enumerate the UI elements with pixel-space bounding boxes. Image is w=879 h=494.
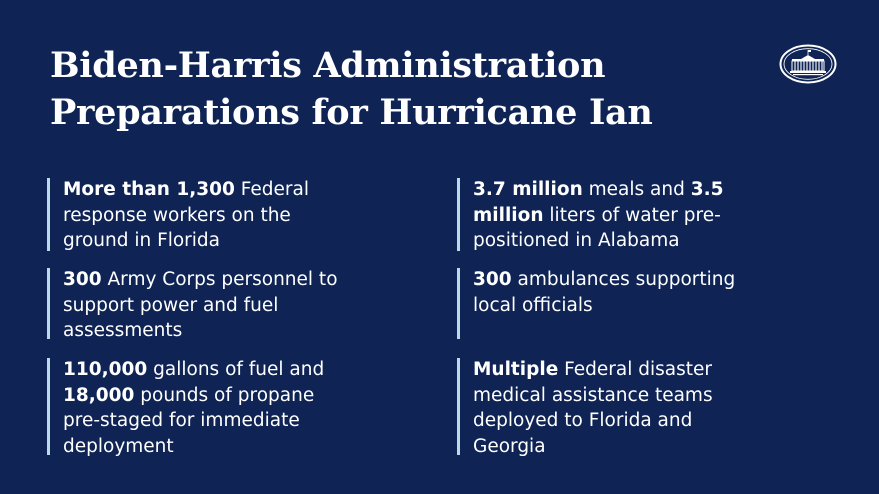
- fact-ambulances: [457, 267, 735, 339]
- fact-line: [63, 408, 324, 434]
- title-line-2: Preparations for Hurricane Ian: [50, 92, 653, 133]
- fact-text: pounds of propane: [134, 384, 315, 406]
- fact-text: Federal: [234, 179, 309, 200]
- fact-army-corps: [47, 267, 338, 339]
- fact-text: support power and fuel: [63, 294, 279, 316]
- fact-text: positioned in Alabama: [473, 230, 680, 251]
- white-house-seal-icon: [779, 44, 837, 84]
- fact-text: local officials: [473, 294, 593, 316]
- fact-text: response workers on the: [63, 204, 291, 226]
- fact-highlight: More than 1,300: [63, 179, 235, 200]
- fact-line: [63, 383, 324, 409]
- fact-highlight: 3.5: [690, 179, 724, 200]
- fact-text: medical assistance teams: [473, 384, 713, 406]
- fact-text: deployment: [63, 435, 174, 457]
- fact-line: [63, 318, 338, 344]
- fact-highlight: 300: [63, 269, 102, 290]
- fact-text: gallons of fuel and: [147, 359, 325, 380]
- fact-line: [473, 383, 713, 409]
- fact-fuel-propane: [47, 357, 324, 455]
- fact-text: assessments: [63, 320, 183, 341]
- fact-highlight: 300: [473, 269, 512, 290]
- fact-line: [473, 267, 735, 293]
- fact-line: [63, 228, 309, 254]
- fact-line: [473, 177, 724, 203]
- fact-highlight: 18,000: [63, 384, 135, 406]
- fact-line: [473, 357, 713, 383]
- fact-federal-workers: [47, 177, 309, 251]
- fact-line: [473, 203, 724, 229]
- fact-line: [63, 177, 309, 203]
- fact-text: Army Corps personnel to: [101, 269, 338, 290]
- fact-highlight: million: [473, 204, 544, 226]
- fact-line: [63, 293, 338, 319]
- fact-line: [63, 434, 324, 460]
- fact-text: ground in Florida: [63, 230, 221, 251]
- fact-text: liters of water pre-: [543, 204, 721, 226]
- fact-line: [63, 267, 338, 293]
- fact-highlight: 110,000: [63, 359, 148, 380]
- fact-text: deployed to Florida and: [473, 410, 693, 431]
- fact-text: meals and: [582, 179, 691, 200]
- fact-text: Georgia: [473, 435, 546, 457]
- fact-medical-teams: [457, 357, 713, 455]
- fact-text: ambulances supporting: [511, 269, 736, 290]
- fact-meals-water: [457, 177, 724, 251]
- title-line-1: Biden-Harris Administration: [50, 45, 606, 86]
- fact-line: [473, 293, 735, 319]
- fact-line: [473, 434, 713, 460]
- fact-highlight: Multiple: [473, 359, 559, 380]
- fact-line: [473, 228, 724, 254]
- fact-line: [473, 408, 713, 434]
- fact-text: pre-staged for immediate: [63, 410, 300, 431]
- fact-text: Federal disaster: [558, 359, 712, 380]
- page-title: [50, 42, 653, 136]
- fact-highlight: 3.7 million: [473, 179, 583, 200]
- fact-line: [63, 357, 324, 383]
- fact-line: [63, 203, 309, 229]
